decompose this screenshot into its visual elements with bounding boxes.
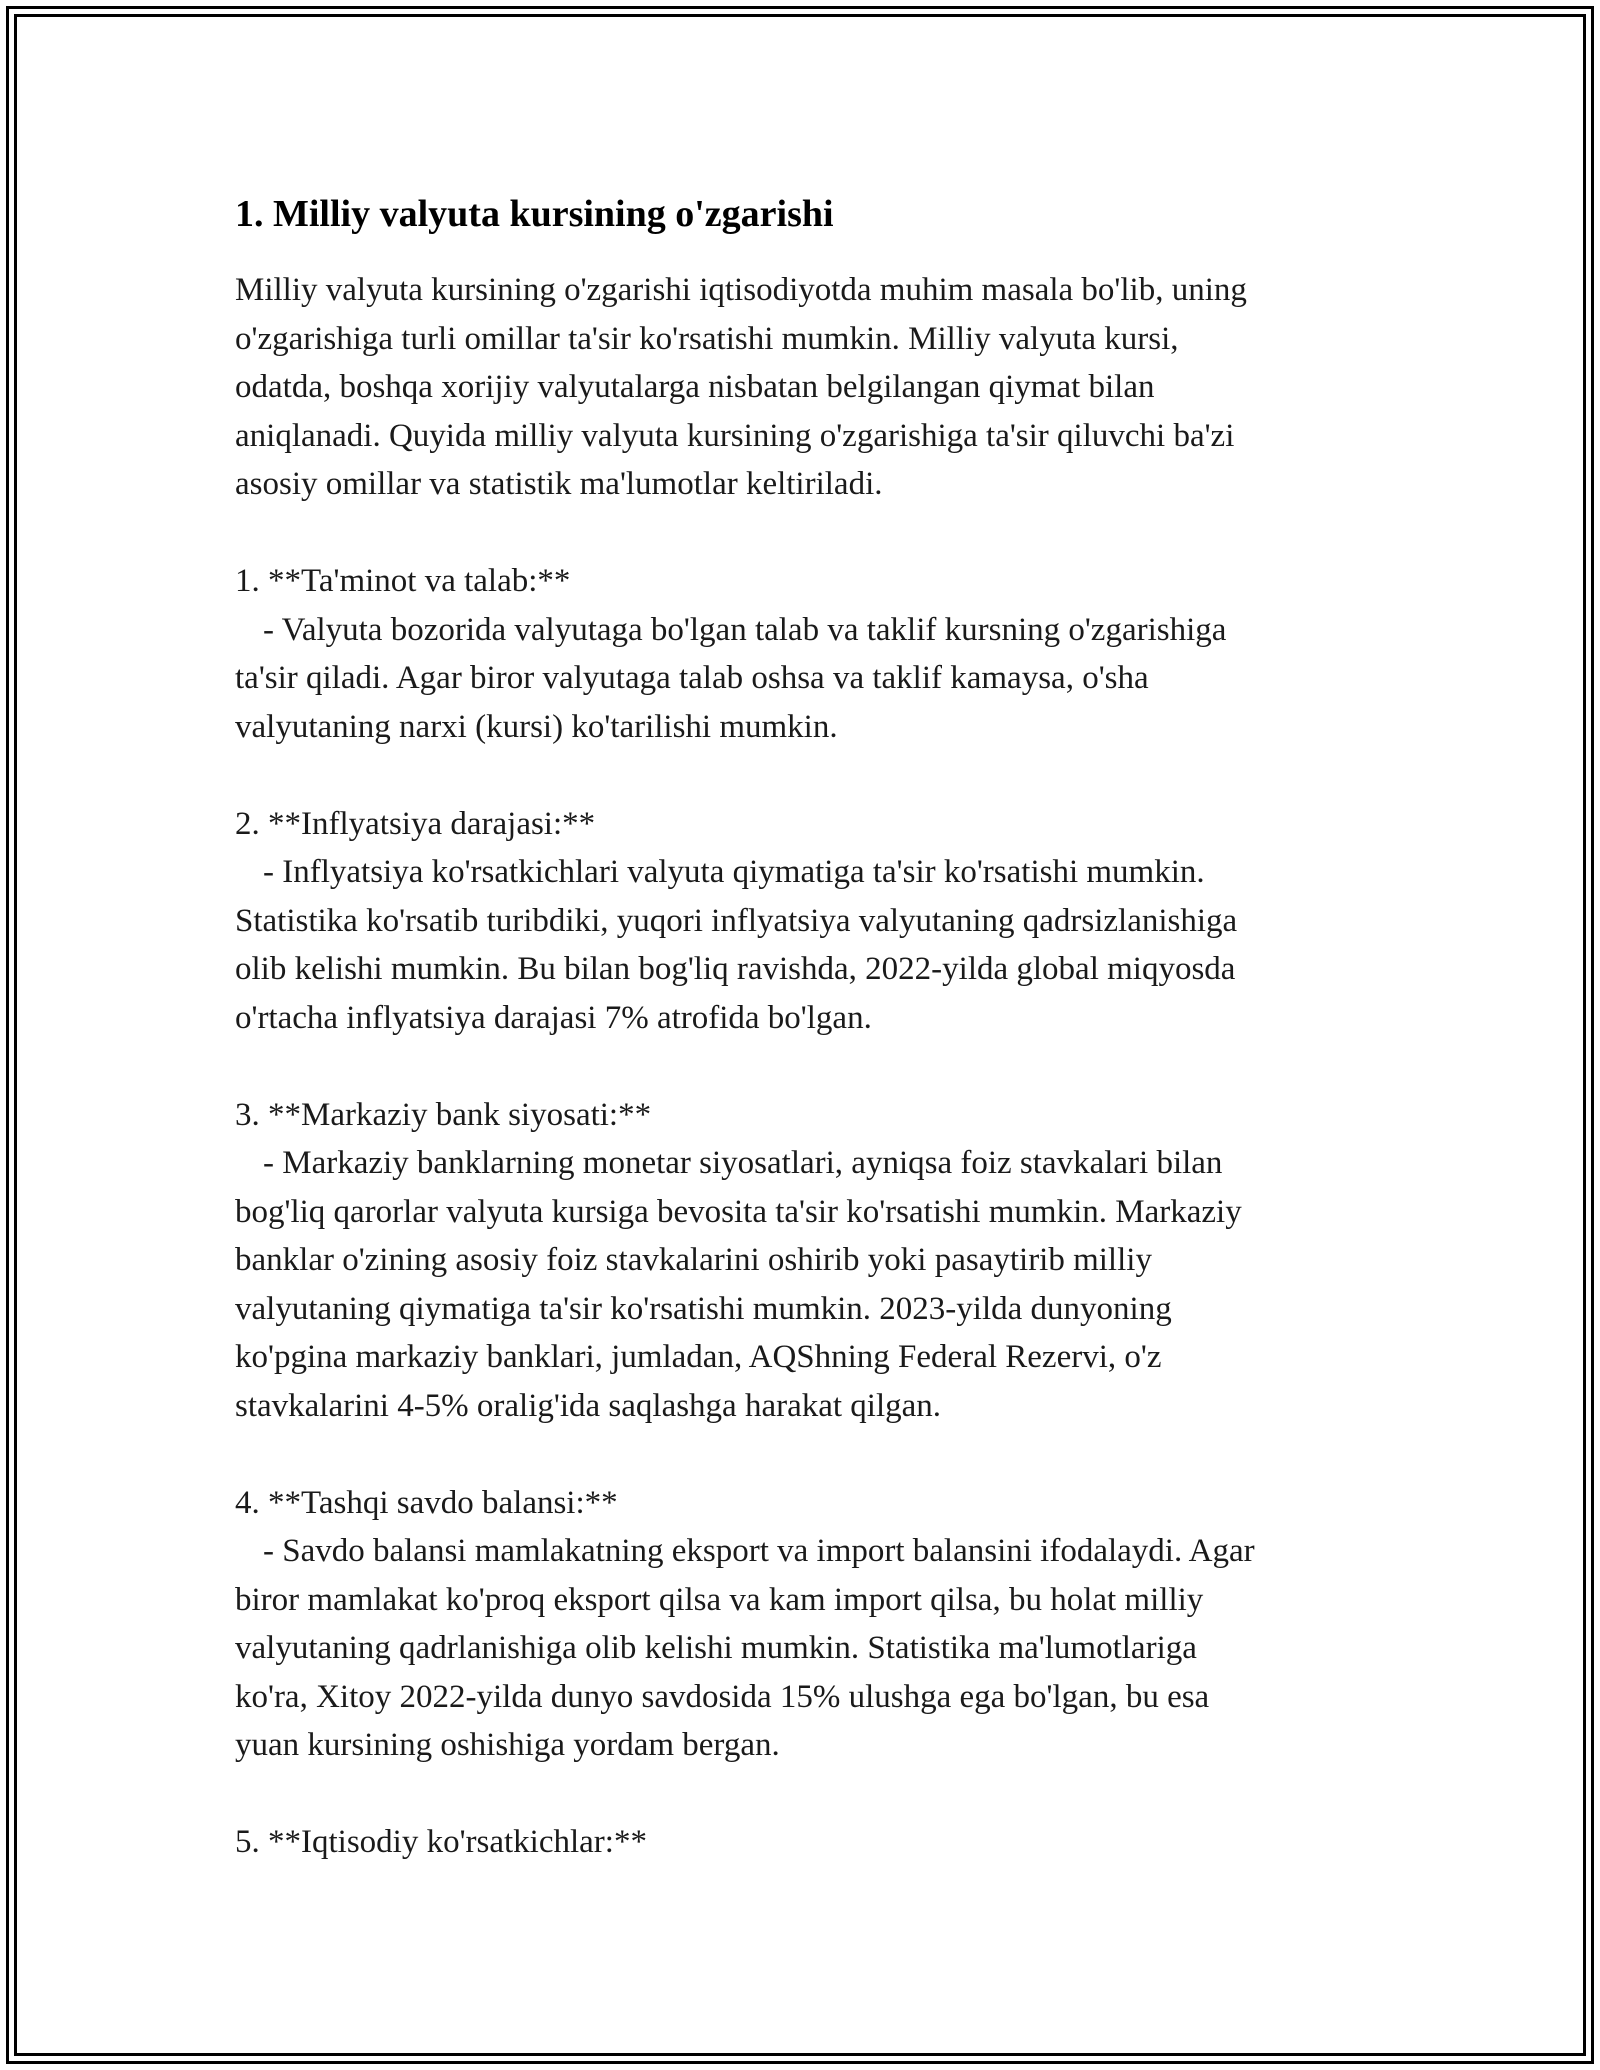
paragraph-gap — [235, 751, 1395, 800]
intro-line: asosiy omillar va statistik ma'lumotlar keltiriladi. — [235, 466, 883, 502]
section-heading: 2. **Inflyatsiya darajasi:** — [235, 805, 596, 842]
section-line: - Inflyatsiya ko'rsatkichlari valyuta qiymatiga ta'sir ko'rsatishi mumkin. — [263, 854, 1205, 890]
section-line: Statistika ko'rsatib turibdiki, yuqori inflyatsiya valyutaning qadrsizlanishiga — [235, 902, 1238, 939]
section-trade-balance — [235, 1479, 1395, 1770]
section-line: valyutaning qiymatiga ta'sir ko'rsatishi mumkin. 2023-yilda dunyoning — [235, 1290, 1172, 1327]
section-line: yuan kursining oshishiga yordam bergan. — [235, 1727, 780, 1763]
section-line: bog'liq qarorlar valyuta kursiga bevosita ta'sir ko'rsatishi mumkin. Markaziy — [235, 1193, 1242, 1230]
section-line: - Valyuta bozorida valyutaga bo'lgan talab va taklif kursning o'zgarishiga — [263, 611, 1227, 648]
section-line: valyutaning narxi (kursi) ko'tarilishi mumkin. — [235, 708, 838, 745]
section-line: biror mamlakat ko'proq eksport qilsa va kam import qilsa, bu holat milliy — [235, 1581, 1204, 1618]
intro-line: odatda, boshqa xorijiy valyutalarga nisbatan belgilangan qiymat bilan — [235, 369, 1155, 405]
section-line: banklar o'zining asosiy foiz stavkalarini oshirib yoki pasaytirib milliy — [235, 1242, 1152, 1278]
section-line: olib kelishi mumkin. Bu bilan bog'liq ravishda, 2022-yilda global miqyosda — [235, 951, 1236, 987]
section-inflation — [235, 800, 1395, 1043]
section-line: o'rtacha inflyatsiya darajasi 7% atrofida bo'lgan. — [235, 999, 872, 1036]
section-economic-indicators — [235, 1818, 1395, 1867]
section-line: ko'ra, Xitoy 2022-yilda dunyo savdosida 15% ulushga ega bo'lgan, bu esa — [235, 1678, 1210, 1715]
section-heading: 1. **Ta'minot va talab:** — [235, 563, 571, 599]
section-line: ta'sir qiladi. Agar biror valyutaga talab oshsa va taklif kamaysa, o'sha — [235, 660, 1149, 696]
intro-line: aniqlanadi. Quyida milliy valyuta kursining o'zgarishiga ta'sir qiluvchi ba'zi — [235, 417, 1235, 454]
intro-line: o'zgarishiga turli omillar ta'sir ko'rsatishi mumkin. Milliy valyuta kursi, — [235, 320, 1179, 357]
intro-line: Milliy valyuta kursining o'zgarishi iqtisodiyotda muhim masala bo'lib, uning — [235, 272, 1247, 308]
paragraph-gap — [235, 1770, 1395, 1819]
section-line: - Savdo balansi mamlakatning eksport va import balansini ifodalaydi. Agar — [263, 1533, 1255, 1569]
section-line: - Markaziy banklarning monetar siyosatlari, ayniqsa foiz stavkalari bilan — [263, 1145, 1223, 1181]
section-line: valyutaning qadrlanishiga olib kelishi mumkin. Statistika ma'lumotlariga — [235, 1630, 1197, 1666]
paragraph-gap — [235, 1430, 1395, 1479]
document-title: 1. Milliy valyuta kursining o'zgarishi — [235, 193, 834, 235]
intro-paragraph — [235, 266, 1395, 509]
section-line: stavkalarini 4-5% oralig'ida saqlashga harakat qilgan. — [235, 1387, 942, 1424]
section-heading: 5. **Iqtisodiy ko'rsatkichlar:** — [235, 1824, 647, 1860]
document-body — [235, 188, 1395, 1867]
paragraph-gap — [235, 509, 1395, 558]
section-supply-demand — [235, 557, 1395, 751]
section-heading: 4. **Tashqi savdo balansi:** — [235, 1484, 618, 1521]
section-heading: 3. **Markaziy bank siyosati:** — [235, 1096, 652, 1133]
section-central-bank — [235, 1091, 1395, 1431]
section-line: ko'pgina markaziy banklari, jumladan, AQShning Federal Rezervi, o'z — [235, 1339, 1162, 1375]
paragraph-gap — [235, 1042, 1395, 1091]
